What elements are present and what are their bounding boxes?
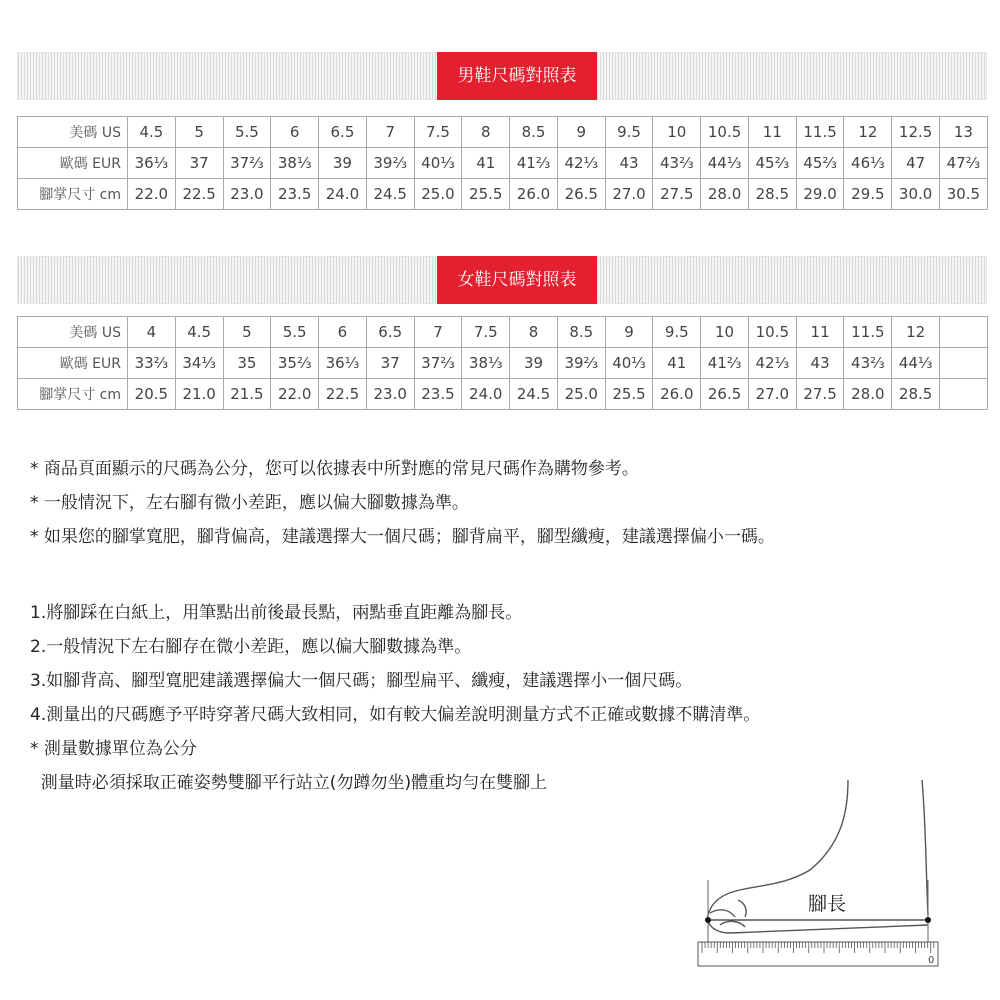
size-cell: 21.0 (175, 379, 223, 410)
size-row (18, 148, 988, 179)
size-cell: 29.0 (796, 179, 844, 210)
size-cell: 7.5 (462, 317, 510, 348)
size-cell (940, 379, 988, 410)
size-row (18, 317, 988, 348)
men-size-table (17, 116, 988, 210)
size-cell: 44⅓ (701, 148, 749, 179)
size-cell: 45⅔ (748, 148, 796, 179)
size-cell: 24.0 (462, 379, 510, 410)
size-cell: 41 (462, 148, 510, 179)
note-item: * 一般情況下，左右腳有微小差距，應以偏大腳數據為準。 (30, 493, 469, 513)
size-cell: 7 (414, 317, 462, 348)
size-cell: 35 (223, 348, 271, 379)
size-cell: 23.5 (271, 179, 319, 210)
size-cell: 10 (701, 317, 749, 348)
size-cell: 5 (175, 117, 223, 148)
size-cell: 22.0 (271, 379, 319, 410)
size-cell: 43⅔ (653, 148, 701, 179)
size-cell (940, 317, 988, 348)
size-cell: 10.5 (748, 317, 796, 348)
size-cell: 11.5 (844, 317, 892, 348)
size-cell: 47 (892, 148, 940, 179)
size-cell: 40⅓ (605, 348, 653, 379)
note-item: * 商品頁面顯示的尺碼為公分，您可以依據表中所對應的常見尺碼作為購物參考。 (30, 459, 639, 479)
size-cell: 44⅓ (892, 348, 940, 379)
foot-measurement-illustration (690, 775, 950, 975)
size-cell: 37 (175, 148, 223, 179)
size-cell (940, 348, 988, 379)
women-table-title: 女鞋尺碼對照表 (437, 256, 597, 304)
size-cell: 27.5 (653, 179, 701, 210)
size-cell: 24.5 (510, 379, 558, 410)
size-cell: 23.5 (414, 379, 462, 410)
size-cell: 26.0 (510, 179, 558, 210)
foot-outline (922, 780, 928, 915)
size-cell: 38⅓ (271, 148, 319, 179)
size-cell: 5 (223, 317, 271, 348)
size-cell: 20.5 (128, 379, 176, 410)
size-cell: 11.5 (796, 117, 844, 148)
size-cell: 25.5 (462, 179, 510, 210)
size-cell: 21.5 (223, 379, 271, 410)
size-cell: 12 (892, 317, 940, 348)
size-cell: 28.5 (748, 179, 796, 210)
size-cell: 6 (271, 117, 319, 148)
row-label: 歐碼 EUR (18, 348, 128, 379)
size-cell: 40⅓ (414, 148, 462, 179)
size-cell: 36⅓ (128, 148, 176, 179)
size-cell: 41⅔ (701, 348, 749, 379)
size-cell: 9.5 (605, 117, 653, 148)
ruler-zero-label: 0 (928, 955, 935, 966)
size-cell: 5.5 (223, 117, 271, 148)
size-cell: 10 (653, 117, 701, 148)
size-cell: 4.5 (128, 117, 176, 148)
step-item: 1.將腳踩在白紙上，用筆點出前後最長點，兩點垂直距離為腳長。 (30, 603, 523, 623)
row-label: 美碼 US (18, 117, 128, 148)
step-item: 測量時必須採取正確姿勢雙腳平行站立(勿蹲勿坐)體重均勻在雙腳上 (30, 773, 548, 793)
step-item: 3.如腳背高、腳型寬肥建議選擇偏大一個尺碼；腳型扁平、纖瘦，建議選擇小一個尺碼。 (30, 671, 693, 691)
size-cell: 45⅔ (796, 148, 844, 179)
size-cell: 26.5 (557, 179, 605, 210)
size-cell: 12.5 (892, 117, 940, 148)
size-cell: 29.5 (844, 179, 892, 210)
size-cell: 39 (319, 148, 367, 179)
size-cell: 10.5 (701, 117, 749, 148)
size-row (18, 117, 988, 148)
size-cell: 26.0 (653, 379, 701, 410)
size-cell: 27.5 (796, 379, 844, 410)
size-cell: 35⅔ (271, 348, 319, 379)
row-label: 腳掌尺寸 cm (18, 179, 128, 210)
size-cell: 43 (796, 348, 844, 379)
size-cell: 28.5 (892, 379, 940, 410)
size-cell: 24.0 (319, 179, 367, 210)
size-cell: 4 (128, 317, 176, 348)
step-item: 4.測量出的尺碼應予平時穿著尺碼大致相同，如有較大偏差說明測量方式不正確或數據不購清準。 (30, 705, 761, 725)
size-cell: 30.5 (940, 179, 988, 210)
size-cell: 41 (653, 348, 701, 379)
size-cell: 9 (557, 117, 605, 148)
size-cell: 7 (366, 117, 414, 148)
size-cell: 4.5 (175, 317, 223, 348)
size-cell: 8.5 (510, 117, 558, 148)
size-cell: 27.0 (748, 379, 796, 410)
measurement-steps (30, 596, 760, 800)
size-cell: 11 (796, 317, 844, 348)
size-cell: 9.5 (653, 317, 701, 348)
size-cell: 22.0 (128, 179, 176, 210)
notes-list (30, 452, 775, 554)
foot-length-label: 腳長 (808, 893, 847, 915)
women-size-table (17, 316, 988, 410)
size-cell: 8 (462, 117, 510, 148)
size-cell: 25.5 (605, 379, 653, 410)
size-cell: 39 (510, 348, 558, 379)
size-cell: 47⅔ (940, 148, 988, 179)
size-cell: 11 (748, 117, 796, 148)
size-cell: 37⅔ (223, 148, 271, 179)
size-cell: 34⅓ (175, 348, 223, 379)
size-cell: 26.5 (701, 379, 749, 410)
row-label: 歐碼 EUR (18, 148, 128, 179)
size-cell: 12 (844, 117, 892, 148)
size-cell: 6.5 (319, 117, 367, 148)
size-cell: 39⅔ (557, 348, 605, 379)
size-cell: 22.5 (319, 379, 367, 410)
size-cell: 8 (510, 317, 558, 348)
size-cell: 43⅔ (844, 348, 892, 379)
note-item: * 如果您的腳掌寬肥，腳背偏高，建議選擇大一個尺碼；腳背扁平，腳型纖瘦，建議選擇偏小一碼。 (30, 527, 775, 547)
size-cell: 41⅔ (510, 148, 558, 179)
size-cell: 46⅓ (844, 148, 892, 179)
row-label: 腳掌尺寸 cm (18, 379, 128, 410)
size-cell: 8.5 (557, 317, 605, 348)
size-cell: 38⅓ (462, 348, 510, 379)
size-cell: 23.0 (366, 379, 414, 410)
size-cell: 28.0 (844, 379, 892, 410)
size-cell: 36⅓ (319, 348, 367, 379)
step-item: * 測量數據單位為公分 (30, 739, 197, 759)
size-cell: 30.0 (892, 179, 940, 210)
row-label: 美碼 US (18, 317, 128, 348)
size-cell: 37 (366, 348, 414, 379)
size-cell: 39⅔ (366, 148, 414, 179)
step-item: 2.一般情況下左右腳存在微小差距，應以偏大腳數據為準。 (30, 637, 472, 657)
size-cell: 7.5 (414, 117, 462, 148)
men-table-title: 男鞋尺碼對照表 (437, 52, 597, 100)
size-cell: 42⅓ (748, 348, 796, 379)
size-cell: 6 (319, 317, 367, 348)
size-cell: 22.5 (175, 179, 223, 210)
size-row (18, 179, 988, 210)
size-cell: 6.5 (366, 317, 414, 348)
size-cell: 25.0 (557, 379, 605, 410)
size-row (18, 379, 988, 410)
size-cell: 5.5 (271, 317, 319, 348)
size-cell: 42⅓ (557, 148, 605, 179)
size-cell: 25.0 (414, 179, 462, 210)
size-cell: 24.5 (366, 179, 414, 210)
size-cell: 9 (605, 317, 653, 348)
size-cell: 43 (605, 148, 653, 179)
size-cell: 37⅔ (414, 348, 462, 379)
size-cell: 27.0 (605, 179, 653, 210)
size-cell: 28.0 (701, 179, 749, 210)
size-cell: 13 (940, 117, 988, 148)
size-cell: 33⅔ (128, 348, 176, 379)
size-row (18, 348, 988, 379)
size-cell: 23.0 (223, 179, 271, 210)
